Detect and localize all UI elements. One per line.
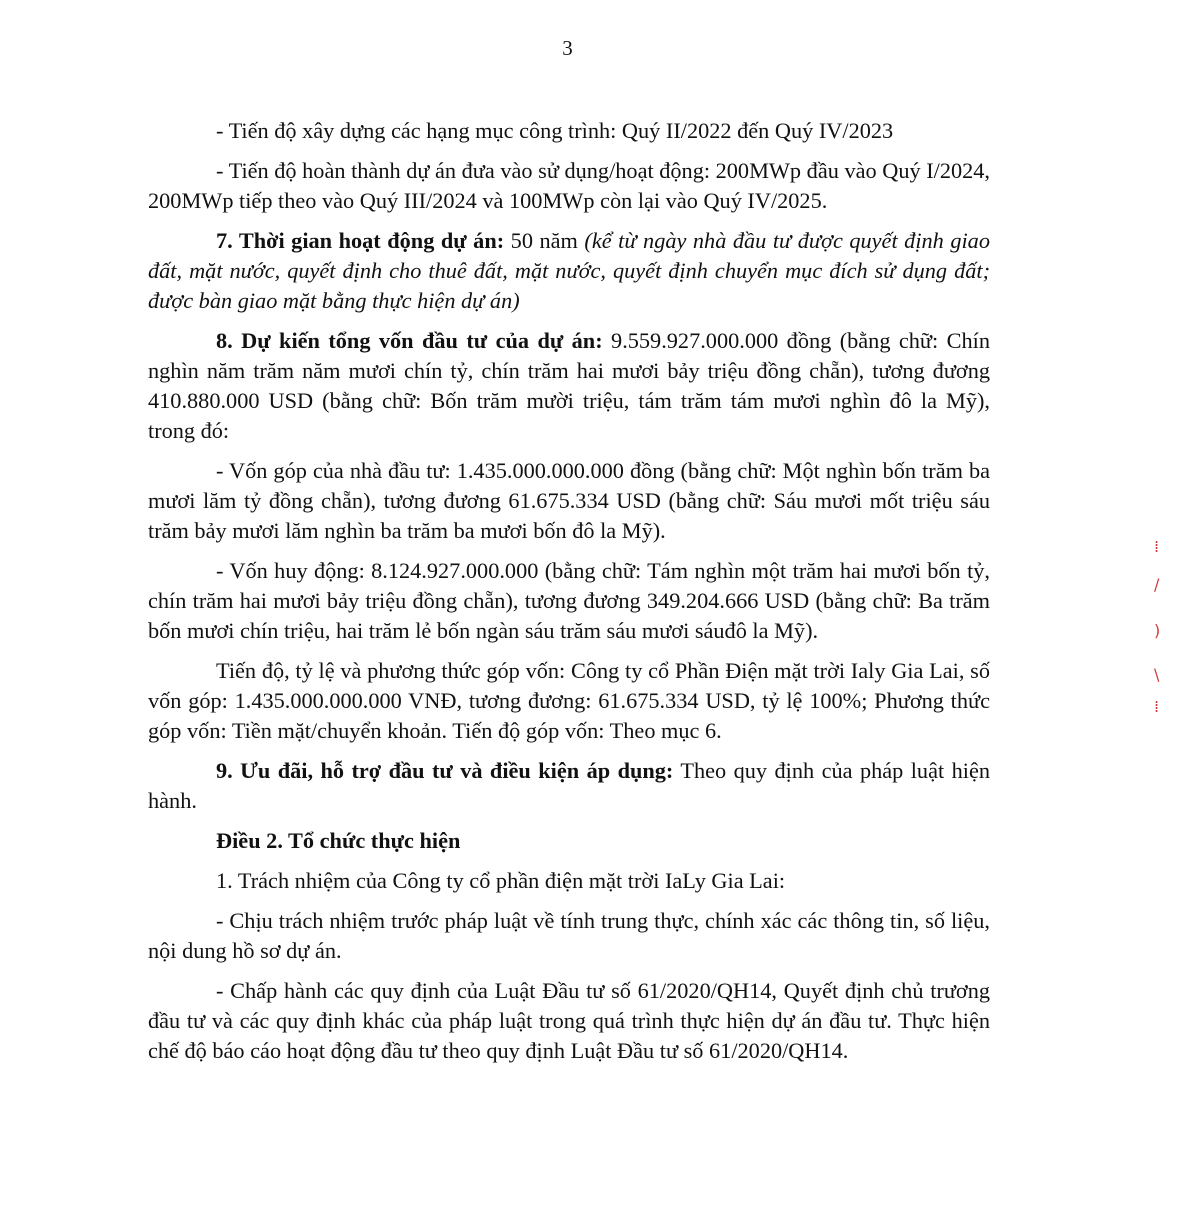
section-9-text: Theo quy định của pháp luật hiện hành.	[148, 758, 990, 813]
article-2-heading: Điều 2. Tổ chức thực hiện	[216, 828, 461, 853]
paragraph-law-compliance: - Chấp hành các quy định của Luật Đầu tư số 61/2020/QH14, Quyết định chủ trương đầu tư và các quy định khác của pháp luật trong quá trình thực hiện dự án đầu tư. Thực hiện chế độ báo cáo hoạt động đầu tư theo quy định Luật Đầu tư số 61/2020/QH14.	[148, 978, 990, 1063]
red-stamp-mark: ⁞	[1154, 697, 1160, 716]
document-body	[148, 116, 990, 1076]
paragraph-investor-capital: - Vốn góp của nhà đầu tư: 1.435.000.000.000 đồng (bằng chữ: Một nghìn bốn trăm ba mươi lăm tỷ đồng chẵn), tương đương 61.675.334 USD (bằng chữ: Sáu mươi mốt triệu sáu trăm bảy mươi lăm nghìn ba trăm ba mươi bốn đô la Mỹ).	[148, 458, 990, 543]
section-9-title: 9. Ưu đãi, hỗ trợ đầu tư và điều kiện áp dụng:	[216, 758, 674, 783]
red-stamp-mark: /	[1154, 575, 1160, 594]
section-8-text: 9.559.927.000.000 đồng (bằng chữ: Chín nghìn năm trăm năm mươi chín tỷ, chín trăm hai mươi bảy triệu đồng chẵn), tương đương 410.880.000 USD (bằng chữ: Bốn trăm mười triệu, tám trăm tám mươi nghìn đô la Mỹ), trong đó:	[148, 328, 990, 443]
paragraph-incentives	[148, 756, 990, 816]
paragraph-construction-schedule: - Tiến độ xây dựng các hạng mục công trình: Quý II/2022 đến Quý IV/2023	[216, 118, 894, 143]
section-8-title: 8. Dự kiến tổng vốn đầu tư của dự án:	[216, 328, 603, 353]
paragraph-total-investment	[148, 326, 990, 446]
paragraph-completion-schedule: - Tiến độ hoàn thành dự án đưa vào sử dụng/hoạt động: 200MWp đầu vào Quý I/2024, 200MWp tiếp theo vào Quý III/2024 và 100MWp còn lại vào Quý IV/2025.	[148, 158, 990, 213]
page-number: 3	[562, 36, 573, 60]
paragraph-accuracy-responsibility: - Chịu trách nhiệm trước pháp luật về tính trung thực, chính xác các thông tin, số liệu, nội dung hồ sơ dự án.	[148, 908, 990, 963]
paragraph-operation-duration	[148, 226, 990, 316]
paragraph-capital-schedule: Tiến độ, tỷ lệ và phương thức góp vốn: Công ty cổ Phần Điện mặt trời Ialy Gia Lai, số vốn góp: 1.435.000.000.000 VNĐ, tương đương: 61.675.334 USD, tỷ lệ 100%; Phương thức góp vốn: Tiền mặt/chuyển khoản. Tiến độ góp vốn: Theo mục 6.	[148, 658, 990, 743]
paragraph-mobilized-capital: - Vốn huy động: 8.124.927.000.000 (bằng chữ: Tám nghìn một trăm hai mươi bốn tỷ, chín trăm hai mươi bảy triệu đồng chẵn), tương đương 349.204.666 USD (bằng chữ: Ba trăm bốn mươi chín triệu, hai trăm lẻ bốn ngàn sáu trăm sáu mươi sáuđô la Mỹ).	[148, 558, 990, 643]
section-7-italic: (kể từ ngày nhà đầu tư được quyết định giao đất, mặt nước, quyết định cho thuê đất, mặt nước, quyết định chuyển mục đích sử dụng đất; được bàn giao mặt bằng thực hiện dự án)	[148, 228, 990, 313]
red-stamp-mark: \	[1154, 665, 1160, 684]
red-stamp-mark: )	[1154, 621, 1161, 640]
section-7-text: 50 năm	[504, 228, 585, 253]
red-stamp-mark: ⁞	[1154, 537, 1160, 556]
paragraph-company-responsibility: 1. Trách nhiệm của Công ty cổ phần điện mặt trời IaLy Gia Lai:	[216, 868, 786, 893]
section-7-title: 7. Thời gian hoạt động dự án:	[216, 228, 505, 253]
